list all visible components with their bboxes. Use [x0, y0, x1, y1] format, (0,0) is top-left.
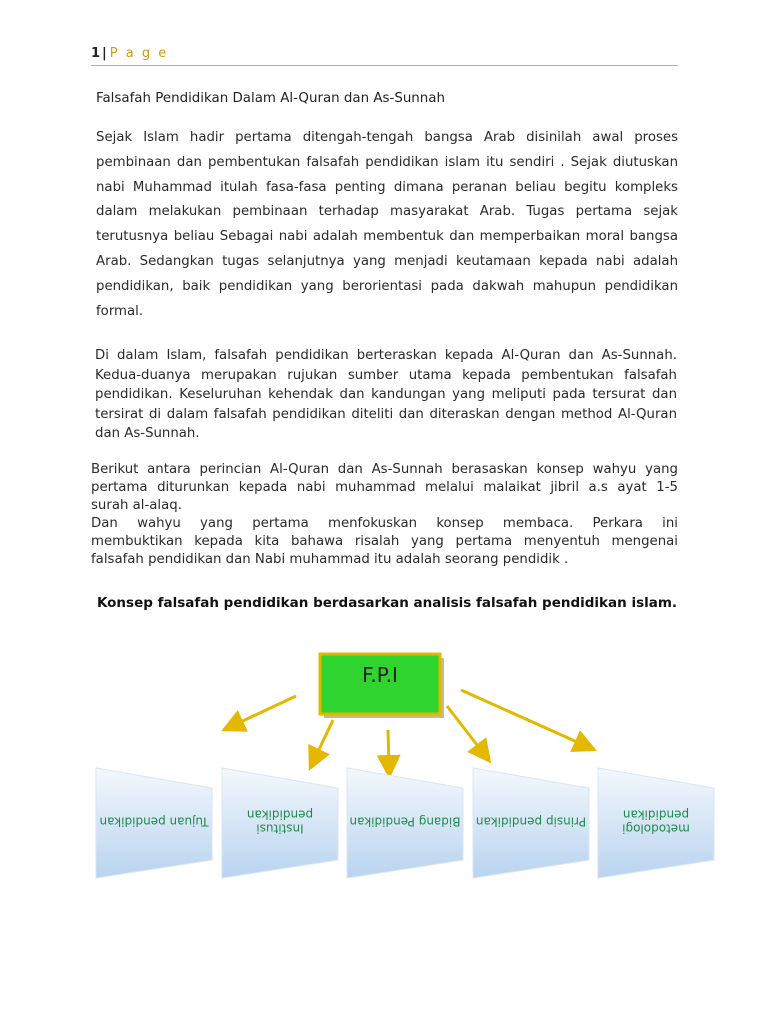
- box-prinsip-label: Prinsip pendidikan: [475, 814, 587, 829]
- arrow-to-institusi: [314, 720, 333, 760]
- arrow-to-tujuan: [232, 696, 296, 726]
- fpi-diagram: [0, 640, 768, 890]
- paragraph-3-line-5: membuktikan kepada kita bahawa risalah yang pertama menyentuh mengenai: [91, 534, 678, 549]
- paragraph-3-line-6: falsafah pendidikan dan Nabi muhammad itu adalah seorang pendidik .: [91, 552, 569, 567]
- box-bidang: [347, 768, 463, 878]
- paragraph-3-line-1: Berikut antara perincian Al-Quran dan As-Sunnah berasaskan konsep wahyu yang: [91, 462, 678, 477]
- box-metodologi: [598, 768, 714, 878]
- page-separator: |: [102, 46, 107, 61]
- box-tujuan: [96, 768, 212, 878]
- arrow-to-bidang: [388, 730, 389, 767]
- page-header: [91, 45, 678, 66]
- paragraph-2: Di dalam Islam, falsafah pendidikan berteraskan kepada Al-Quran dan As-Sunnah. Kedua-duanya merupakan rujukan sumber utama kepada pembentukan falsafah pendidikan. Keseluruhan kehendak dan kandungan yang meliputi pada tersurat dan tersirat di dalam falsafah pendidikan diteliti dan diteraskan dengan method Al-Quran dan As-Sunnah.: [95, 348, 677, 442]
- box-prinsip: [473, 768, 589, 878]
- paragraph-3-line-2: pertama diturunkan kepada nabi muhammad melalui malaikat jibril a.s ayat 1-5: [91, 480, 678, 495]
- box-institusi-label-1: Institusi: [256, 821, 304, 836]
- paragraph-3: [91, 461, 678, 569]
- box-institusi: [222, 768, 338, 878]
- arrow-to-metodologi: [461, 690, 586, 746]
- box-metodologi-label-2: pendidikan: [622, 807, 690, 822]
- box-bidang-label: Bidang Pendidikan: [349, 814, 461, 829]
- page-label: P a g e: [109, 46, 169, 61]
- diagram-caption: Konsep falsafah pendidikan berdasarkan analisis falsafah pendidikan islam.: [96, 595, 678, 611]
- page-number: 1: [91, 46, 101, 61]
- paragraph-3-line-4: Dan wahyu yang pertama menfokuskan konsep membaca. Perkara ini: [91, 516, 678, 531]
- root-node-label: F.P.I: [362, 663, 398, 687]
- box-metodologi-label-1: metodologi: [622, 821, 690, 836]
- paragraph-1: Sejak Islam hadir pertama ditengah-tengah bangsa Arab disinilah awal proses pembinaan dan pembentukan falsafah pendidikan islam itu sendiri . Sejak diutuskan nabi Muhammad itulah fasa-fasa penting dimana peranan beliau begitu kompleks dalam melakukan pembinaan terhadap masyarakat Arab. Tugas pertama sejak terutusnya beliau Sebagai nabi adalah membentuk dan memperbaikan moral bangsa Arab. Sedangkan tugas selanjutnya yang menjadi keutamaan kepada nabi adalah pendidikan, baik pendidikan yang berorientasi pada dakwah mahupun pendidikan formal.: [96, 130, 678, 319]
- arrow-to-prinsip: [447, 706, 484, 754]
- paragraph-3-line-3: surah al-alaq.: [91, 498, 182, 513]
- document-title: Falsafah Pendidikan Dalam Al-Quran dan As-Sunnah: [96, 91, 445, 106]
- category-boxes: [96, 768, 714, 878]
- box-tujuan-label: Tujuan pendidikan: [99, 814, 209, 829]
- box-institusi-label-2: pendidikan: [246, 807, 314, 822]
